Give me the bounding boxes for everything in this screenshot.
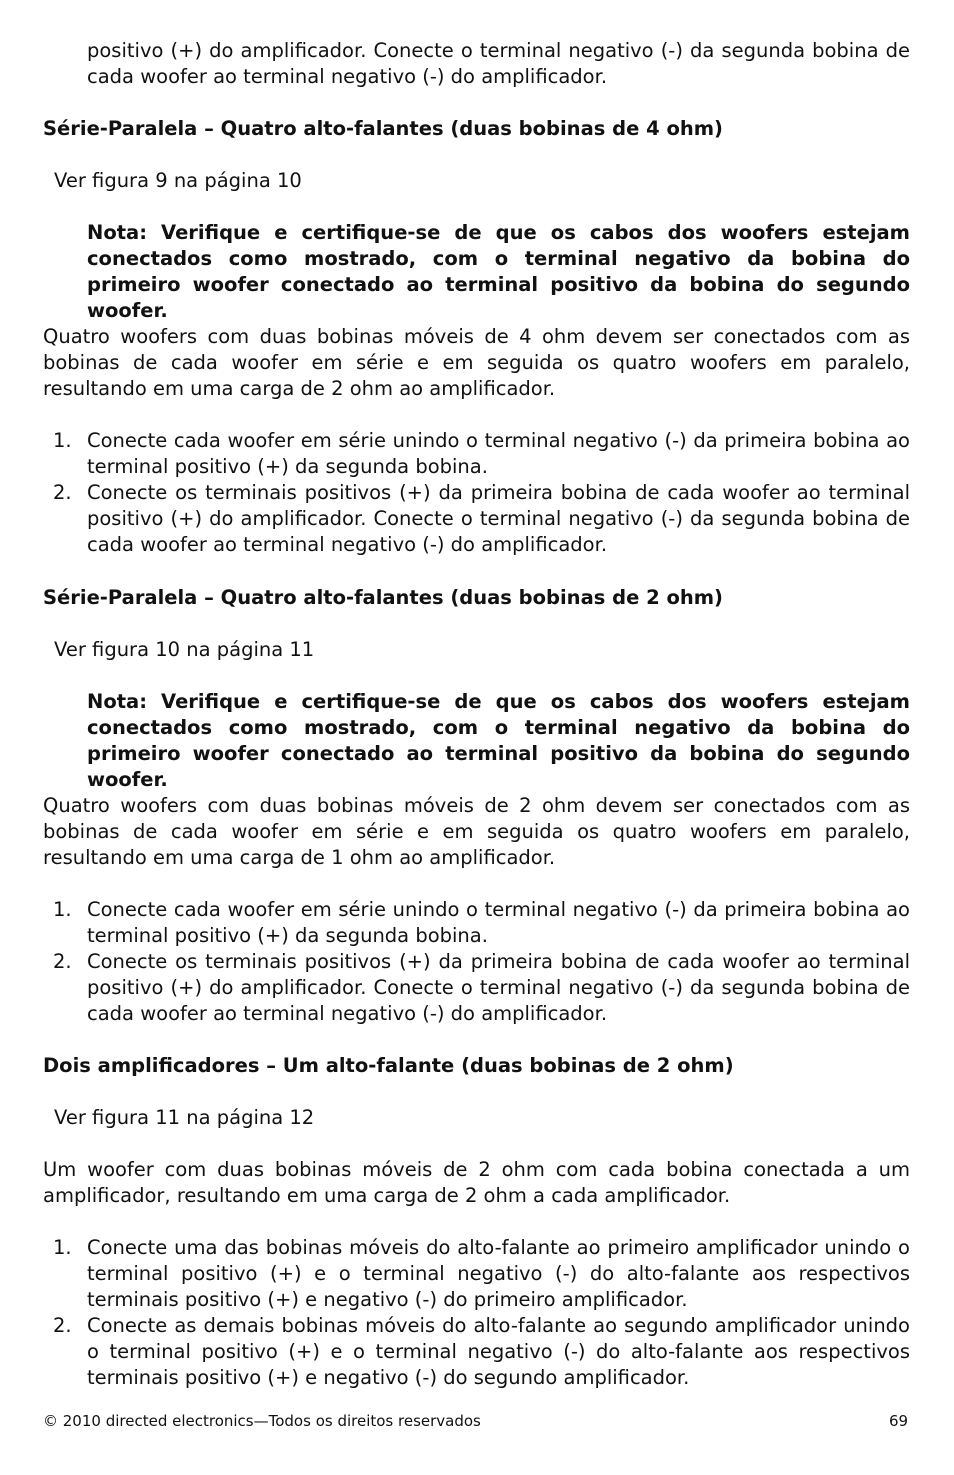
- list-text: Conecte uma das bobinas móveis do alto-falante ao primeiro amplificador unindo o terminal positivo (+) e o terminal negativo (-) do alto-falante aos respectivos terminais positivo (+) e negativo (-) do primeiro amplificador.: [87, 1236, 910, 1311]
- section-body-3: Um woofer com duas bobinas móveis de 2 ohm com cada bobina conectada a um amplificador, resultando em uma carga de 2 ohm a cada amplificador.: [43, 1158, 910, 1207]
- list-text: Conecte as demais bobinas móveis do alto-falante ao segundo amplificador unindo o terminal positivo (+) e o terminal negativo (-) do alto-falante aos respectivos terminais positivo (+) e negativo (-) do segundo amplificador.: [87, 1314, 910, 1389]
- see-figure-10: Ver figura 10 na página 11: [54, 638, 315, 661]
- note-1: Nota: Verifique e certifique-se de que os cabos dos woofers estejam conectados como mostrado, com o terminal negativo da bobina do primeiro woofer conectado ao terminal positivo da bobina do segundo woofer.: [87, 221, 910, 322]
- section-heading-1: Série-Paralela – Quatro alto-falantes (duas bobinas de 4 ohm): [43, 117, 723, 140]
- list-text: Conecte os terminais positivos (+) da primeira bobina de cada woofer ao terminal positivo (+) do amplificador. Conecte o terminal negativo (-) da segunda bobina de cada woofer ao terminal negativo (-) do amplificador.: [87, 481, 910, 556]
- list-number: 1.: [53, 898, 72, 921]
- section-body-1: Quatro woofers com duas bobinas móveis de 4 ohm devem ser conectados com as bobinas de cada woofer em série e em seguida os quatro woofers em paralelo, resultando em uma carga de 2 ohm ao amplificador.: [43, 325, 910, 400]
- list-text: Conecte cada woofer em série unindo o terminal negativo (-) da primeira bobina ao terminal positivo (+) da segunda bobina.: [87, 898, 910, 947]
- section-body-2: Quatro woofers com duas bobinas móveis de 2 ohm devem ser conectados com as bobinas de cada woofer em série e em seguida os quatro woofers em paralelo, resultando em uma carga de 1 ohm ao amplificador.: [43, 794, 910, 869]
- section-heading-2: Série-Paralela – Quatro alto-falantes (duas bobinas de 2 ohm): [43, 586, 723, 609]
- page-number: 69: [889, 1412, 909, 1430]
- list-text: Conecte cada woofer em série unindo o terminal negativo (-) da primeira bobina ao terminal positivo (+) da segunda bobina.: [87, 429, 910, 478]
- section-heading-3: Dois amplificadores – Um alto-falante (duas bobinas de 2 ohm): [43, 1054, 734, 1077]
- list-number: 1.: [53, 1236, 72, 1259]
- note-2: Nota: Verifique e certifique-se de que os cabos dos woofers estejam conectados como mostrado, com o terminal negativo da bobina do primeiro woofer conectado ao terminal positivo da bobina do segundo woofer.: [87, 690, 910, 791]
- intro-continuation: positivo (+) do amplificador. Conecte o terminal negativo (-) da segunda bobina de cada woofer ao terminal negativo (-) do amplificador.: [87, 39, 910, 88]
- list-number: 1.: [53, 429, 72, 452]
- list-number: 2.: [53, 950, 72, 973]
- footer-copyright: © 2010 directed electronics—Todos os direitos reservados: [43, 1412, 481, 1430]
- see-figure-11: Ver figura 11 na página 12: [54, 1106, 315, 1129]
- see-figure-9: Ver figura 9 na página 10: [54, 169, 302, 192]
- list-number: 2.: [53, 481, 72, 504]
- list-number: 2.: [53, 1314, 72, 1337]
- list-text: Conecte os terminais positivos (+) da primeira bobina de cada woofer ao terminal positivo (+) do amplificador. Conecte o terminal negativo (-) da segunda bobina de cada woofer ao terminal negativo (-) do amplificador.: [87, 950, 910, 1025]
